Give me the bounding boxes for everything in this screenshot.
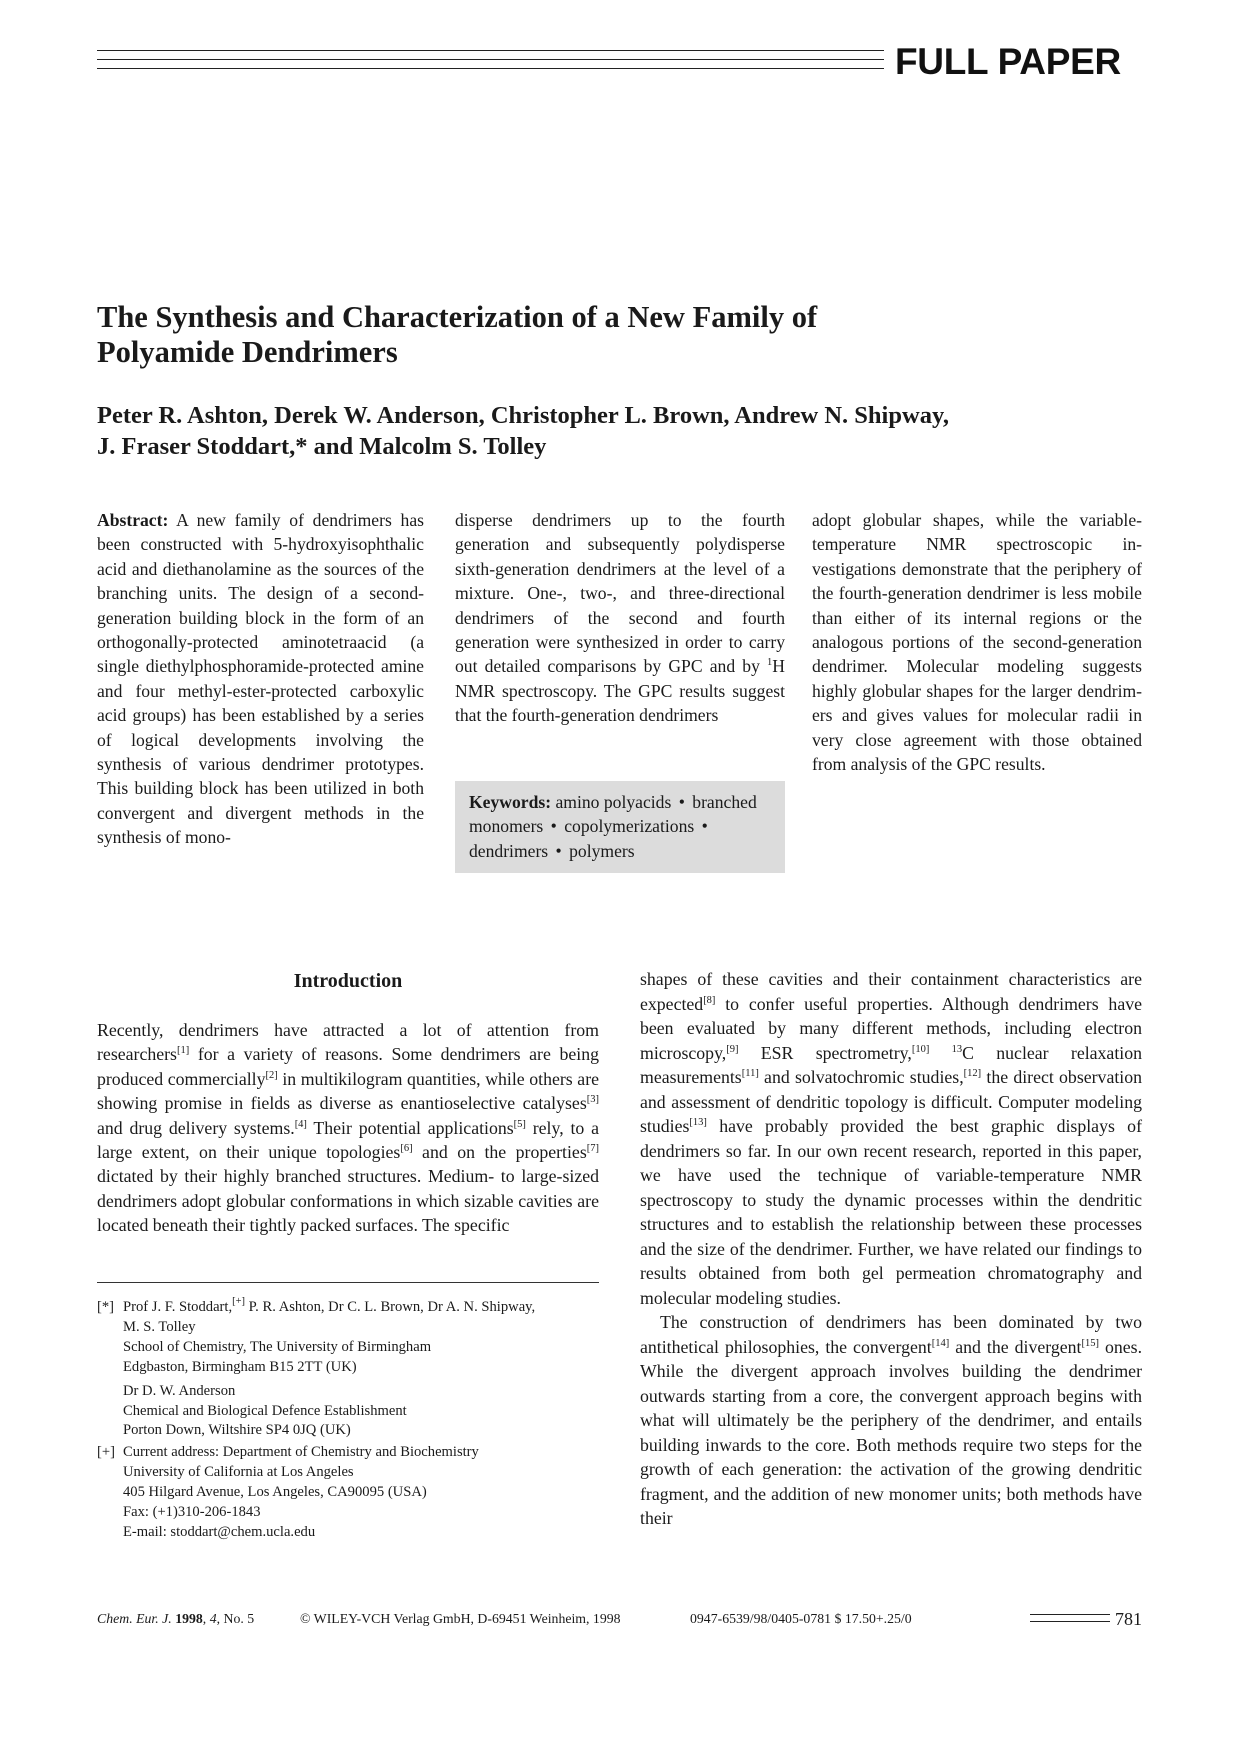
body-text: and drug delivery systems.	[97, 1117, 295, 1138]
authors-line: J. Fraser Stoddart,* and Malcolm S. Tolley	[97, 433, 547, 460]
abstract-column-2	[455, 508, 785, 728]
header-rule	[97, 50, 884, 51]
header-rule	[97, 59, 884, 60]
abstract-column-3	[812, 508, 1142, 776]
abstract-text: disperse dendrimers up to the fourth generation and subsequently polydisperse sixth-generation dendrimers at the level of a mixture. One-, two-, and three-directional dendrimers of the second and fourth generation were synthesized in order to carry out detailed comparisons by GPC and by	[455, 510, 785, 677]
footnote-rule	[97, 1282, 599, 1283]
intro-paragraph-left	[97, 1018, 599, 1238]
header-rule	[97, 68, 884, 69]
body-text: rely, to a large extent, on their unique topologies	[97, 1117, 599, 1163]
section-heading: Introduction	[293, 970, 403, 992]
footnote-line: M. S. Tolley	[123, 1318, 196, 1335]
abstract-text: H NMR spectroscopy. The GPC results suggest that the fourth-generation dendrimers	[455, 656, 785, 726]
footnote-line: Edgbaston, Birmingham B15 2TT (UK)	[123, 1358, 357, 1375]
footer-rule	[1030, 1608, 1110, 1622]
issn-code: 0947-6539/98/0405-0781 $ 17.50+.25/0	[690, 1611, 912, 1626]
footnote-line: 405 Hilgard Avenue, Los Angeles, CA90095 (USA)	[123, 1483, 427, 1500]
citation-ref: [6]	[400, 1143, 413, 1155]
body-text: the direct observation and assessment of dendritic topology is difficult. Computer modeling studies	[640, 1067, 1142, 1136]
body-text: have probably provided the best graphic displays of dendrimers so far. In our own recent research, reported in this paper, we have used the technique of variable-temperature NMR spectroscopy to study the dynamic processes within the dendritic structures and to establish the relationship between these processes and the size of the dendrimer. Further, we have related our findings to results obtained from both gel permeation chromatography and molecular modeling studies.	[640, 1116, 1142, 1308]
footnote-mark: [+]	[97, 1444, 115, 1460]
bullet-separator: •	[551, 840, 567, 861]
intro-paragraph	[640, 967, 1142, 1310]
citation-ref: [3]	[586, 1094, 599, 1106]
body-text: C nuclear relaxation measurements	[640, 1042, 1142, 1087]
body-text	[929, 1043, 951, 1063]
footnote-line: Fax: (+1)310-206-1843	[123, 1503, 261, 1520]
abstract-text: adopt globular shapes, while the variable-temperature NMR spectroscopic investigations demonstrate that the periphery of the fourth-generation dendrimer is less mobile than either of its internal regions or the analogous portions of the second-generation dendrimer. Molecular modeling suggests highly globular shapes for the larger dendrimers and gives values for molecular radii in very close agreement with those obtained from analysis of the GPC results.	[812, 510, 1142, 775]
keywords-box	[455, 781, 785, 873]
body-text: to confer useful properties. Although dendrimers have been evaluated by many different methods, including electron microscopy,	[640, 993, 1142, 1063]
keywords-label: Keywords:	[469, 792, 552, 812]
footnote-mark: [*]	[97, 1299, 115, 1315]
body-text: Recently, dendrimers have attracted a lot of attention from researchers	[97, 1020, 599, 1065]
body-text: and on the properties	[412, 1142, 587, 1163]
intro-column-right	[640, 967, 1142, 1531]
citation-ref: [1]	[176, 1045, 190, 1057]
footnote-line: School of Chemistry, The University of Birmingham	[123, 1338, 432, 1355]
footnote-line: Chemical and Biological Defence Establishment	[123, 1402, 407, 1419]
journal-citation: Chem. Eur. J. 1998, 4, No. 5	[97, 1611, 255, 1626]
header-rule-lines	[97, 50, 884, 77]
citation-ref: [10]	[911, 1043, 930, 1055]
abstract-text: A new family of dendrimers has been constructed with 5-hydroxyisophthalic acid and diethanolamine as the sources of the branching units. The design of a second-generation building block in the form of an orthogonally-protected aminotetraacid (a single diethylphosphoramide-protected amine and four methyl-ester-protected carboxylic acid groups) has been established by a series of logical developments involving the synthesis of various dendrimer prototypes. This building block has been utilized in both convergent and divergent methods in the synthesis of mono-	[97, 510, 424, 848]
article-title	[97, 300, 997, 370]
footnote-line: Current address: Department of Chemistry and Biochemistry	[123, 1444, 479, 1460]
keyword: branched monomers	[469, 792, 757, 837]
bullet-separator: •	[697, 816, 708, 837]
body-text: and solvatochromic studies,	[758, 1067, 964, 1087]
body-text: ESR spectrometry,	[738, 1042, 912, 1063]
footnote-current-address	[97, 1443, 599, 1543]
citation-ref: [15]	[1081, 1337, 1099, 1349]
citation-ref: [9]	[726, 1043, 739, 1055]
author-list	[97, 400, 1097, 462]
keyword: copolymerizations	[564, 816, 695, 837]
citation-ref: [7]	[586, 1143, 599, 1155]
citation-ref: [12]	[963, 1068, 982, 1079]
body-text: Their potential applications	[306, 1117, 514, 1138]
footnote-line: Prof J. F. Stoddart,[+] P. R. Ashton, Dr C. L. Brown, Dr A. N. Shipway,	[123, 1296, 536, 1315]
body-text: in multikilogram quantities, while others are showing promise in fields as diverse as enantioselective catalyses	[97, 1068, 600, 1114]
bullet-separator: •	[674, 792, 690, 812]
isotope-superscript: 1	[767, 657, 773, 669]
keyword: amino polyacids	[555, 792, 672, 812]
page-number: 781	[1115, 1609, 1142, 1629]
copyright-notice: © WILEY-VCH Verlag GmbH, D-69451 Weinheim, 1998	[300, 1611, 621, 1626]
citation-ref: [13]	[689, 1117, 707, 1128]
keyword: polymers	[569, 840, 635, 861]
page-footer	[97, 1608, 1142, 1630]
citation-ref: [11]	[741, 1068, 759, 1079]
footnote-email[interactable]: E-mail: stoddart@chem.ucla.edu	[123, 1523, 316, 1540]
title-line: Polyamide Dendrimers	[97, 335, 398, 369]
abstract-label: Abstract:	[97, 510, 169, 530]
body-text: ones. While the divergent approach involves building the dendrimer outwards starting from a core, the convergent approach begins with what will ultimately be the periphery of the dendrimer, and entails building inwards to the core. Both methods require two steps for the growth of each generation: the activation of the growing dendritic fragment, and the addition of new monomer units; both methods have their	[640, 1336, 1143, 1528]
title-line: The Synthesis and Characterization of a New Family of	[97, 300, 818, 334]
authors-line: Peter R. Ashton, Derek W. Anderson, Christopher L. Brown, Andrew N. Shipway,	[97, 402, 949, 429]
citation-ref: [5]	[513, 1118, 526, 1130]
body-text: The construction of dendrimers has been dominated by two antithetical philosophies, the convergent	[640, 1312, 1142, 1357]
citation-ref: [4]	[294, 1118, 307, 1130]
abstract-column-1	[97, 508, 424, 850]
footnote-line: University of California at Los Angeles	[123, 1463, 354, 1480]
keyword: dendrimers	[469, 840, 549, 861]
citation-ref: [8]	[703, 994, 716, 1006]
section-label: FULL PAPER	[895, 41, 1121, 82]
citation-ref: 13	[951, 1043, 963, 1055]
body-text: dictated by their highly branched structures. Medium- to large-sized dendrimers adopt globular conformations in which sizable cavities are located beneath their tightly packed surfaces. The specific	[97, 1166, 599, 1236]
body-text: shapes of these cavities and their containment characteristics are expected	[640, 969, 1142, 1014]
footnote-line: Porton Down, Wiltshire SP4 0JQ (UK)	[123, 1422, 351, 1439]
citation-ref: [14]	[931, 1337, 950, 1349]
intro-paragraph	[640, 1310, 1142, 1531]
body-text: for a variety of reasons. Some dendrimers are being produced commercially	[97, 1044, 599, 1089]
footnote-ref: [+]	[232, 1296, 246, 1307]
body-text: and the divergent	[949, 1336, 1082, 1357]
footnote-line: Dr D. W. Anderson	[123, 1382, 236, 1399]
footnote-affiliations	[97, 1298, 599, 1441]
bullet-separator: •	[546, 816, 562, 837]
citation-ref: [2]	[265, 1069, 278, 1081]
